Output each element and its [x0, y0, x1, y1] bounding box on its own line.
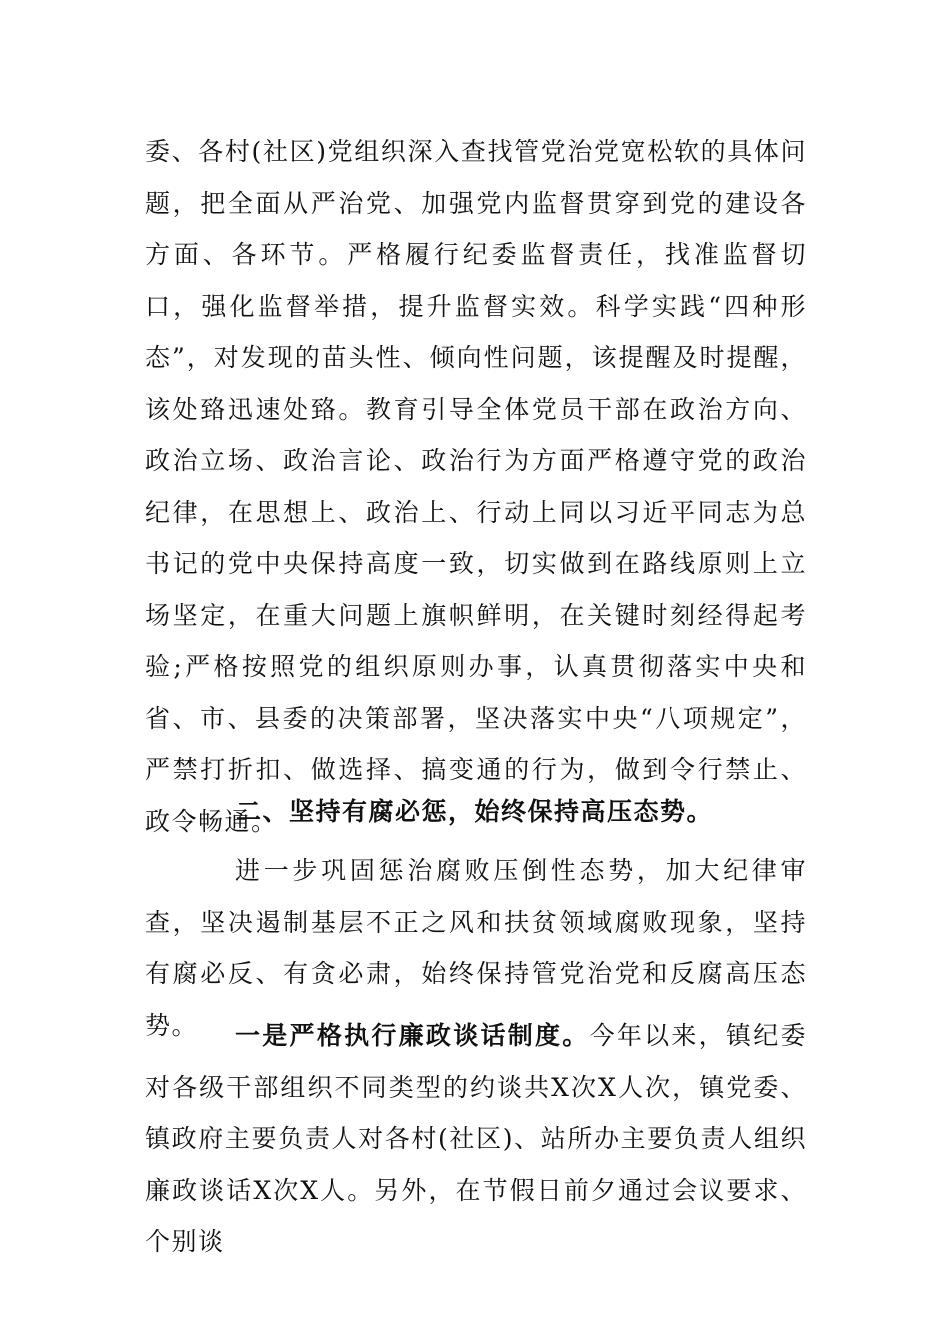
section-heading-2: 二、坚持有腐必惩，始终保持高压态势。 — [236, 797, 714, 826]
paragraph-3 — [145, 1010, 807, 1268]
paragraph-3-lead: 一是严格执行廉政谈话制度。 — [235, 1021, 590, 1050]
paragraph-1: 委、各村(社区)党组织深入查找管党治党宽松软的具体问题，把全面从严治党、加强党内监督贯穿到党的建设各方面、各环节。严格履行纪委监督责任，找准监督切口，强化监督举措，提升监督实效。科学实践“四种形态”，对发现的苗头性、倾向性问题，该提醒及时提醒，该处臵迅速处臵。教育引导全体党员干部在政治方向、政治立场、政治言论、政治行为方面严格遵守党的政治纪律，在思想上、政治上、行动上同以习近平同志为总书记的党中央保持高度一致，切实做到在路线原则上立场坚定，在重大问题上旗帜鲜明，在关键时刻经得起考验;严格按照党的组织原则办事，认真贯彻落实中央和省、市、县委的决策部署，坚决落实中央“八项规定”，严禁打折扣、做选择、搞变通的行为，做到令行禁止、政令畅通。 — [145, 137, 807, 836]
paragraph-2: 进一步巩固惩治腐败压倒性态势，加大纪律审查，坚决遏制基层不正之风和扶贫领域腐败现象，坚持有腐必反、有贪必肃，始终保持管党治党和反腐高压态势。 — [145, 856, 807, 1040]
paragraph-3-body: 今年以来，镇纪委对各级干部组织不同类型的约谈共X次X人次，镇党委、镇政府主要负责人对各村(社区)、站所办主要负责人组织廉政谈话X次X人。另外，在节假日前夕通过会议要求、个别谈 — [145, 1021, 807, 1256]
